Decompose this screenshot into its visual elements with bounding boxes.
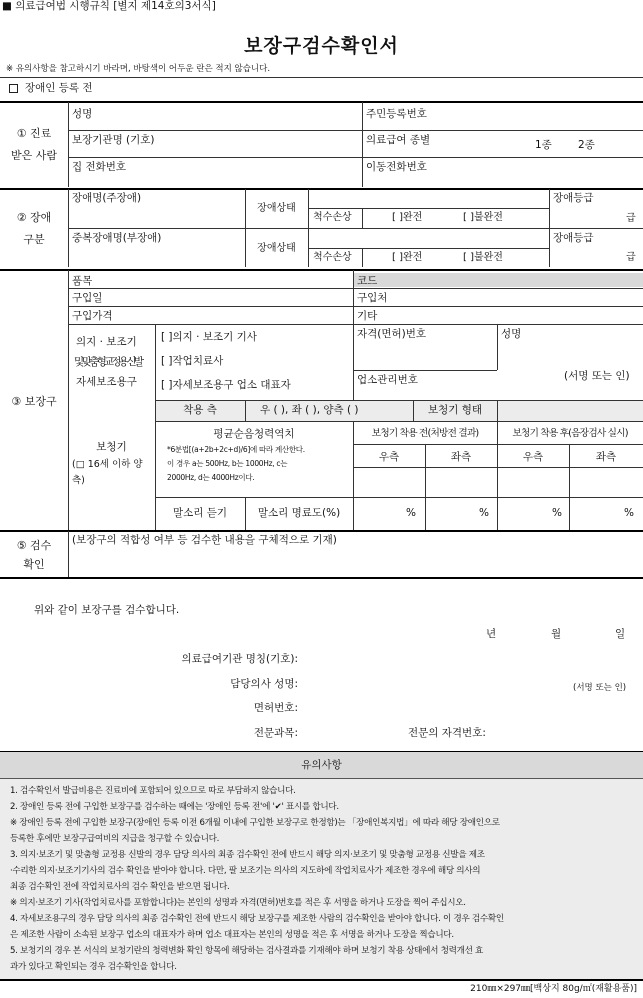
- code-shaded-cell: [353, 273, 643, 287]
- hearing-note-line1: (□ 16세 이하 양: [72, 459, 143, 470]
- note-line-3: ※ 장애인 등록 전에 구입한 보장구(장애인 등록 이전 6개월 이내에 구입한 보장구로 한정함)는 「장애인복지법」에 따라 해당 장애인으로: [10, 818, 500, 828]
- note-line-5: 3. 의지·보조기 및 맞춤형 교정용 신발의 경우 담당 의사의 최종 검수확인 전에 반드시 해당 의지·보조기 및 맞춤형 교정용 신발을 제조: [10, 850, 485, 860]
- percent-4: %: [624, 507, 634, 519]
- percent-1: %: [406, 507, 416, 519]
- complete-option-2[interactable]: [ ]완전: [392, 252, 423, 263]
- note-line-2: 2. 장애인 등록 전에 구입한 보장구를 검수하는 때에는 '장애인 등록 전'에 '✔' 표시를 합니다.: [10, 802, 339, 812]
- other-label: 기타: [357, 310, 378, 322]
- grade-label-2: 장애등급: [553, 232, 594, 244]
- patient-name-label: 성명: [72, 108, 93, 120]
- wearing-side-label: 착용 측: [183, 404, 217, 416]
- notes-box: [0, 778, 643, 979]
- law-reference: ■ 의료급여법 시행규칙 [별지 제14호의3서식]: [2, 0, 216, 12]
- item-label: 품목: [72, 275, 93, 287]
- sec5-label-line1: ⑤ 검수: [16, 539, 52, 552]
- before-right-label: 우측: [378, 451, 400, 463]
- inspection-content-hint: (보장구의 적합성 여부 등 검수한 내용을 구체적으로 기재): [72, 534, 337, 546]
- rrn-label: 주민등록번호: [366, 108, 427, 120]
- limb-loss-label-2: 척수손상: [313, 252, 352, 263]
- sub-disability-label: 중복장애명(부장애): [72, 232, 162, 244]
- after-label: 보청기 착용 후(음장검사 실시): [512, 428, 628, 439]
- maker-signature-label: (서명 또는 인): [564, 370, 630, 382]
- pta-note-line2: 이 경우 a는 500Hz, b는 1000Hz, c는: [167, 459, 288, 468]
- shop-rep-option[interactable]: [ ]자세보조용구 업소 대표자: [161, 379, 291, 391]
- doctor-name-label: 담당의사 성명:: [230, 678, 298, 690]
- paper-spec-footer: 210㎜×297㎜[백상지 80g/㎡(재활용품)]: [470, 984, 637, 994]
- benefit-type-label: 의료급여 종별: [366, 134, 431, 146]
- code-label: 코드: [357, 275, 378, 287]
- category-line3: 자세보조용구: [76, 376, 137, 388]
- benefit-type-2[interactable]: 2종: [578, 139, 595, 151]
- grade-unit-1: 급: [626, 213, 636, 224]
- price-label: 구입가격: [72, 310, 113, 322]
- state-label-2: 장애상태: [257, 243, 296, 254]
- main-disability-label: 장애명(주장애): [72, 192, 142, 204]
- pre-registration-label: 장애인 등록 전: [25, 82, 93, 94]
- before-left-label: 좌측: [450, 451, 472, 463]
- before-label: 보청기 착용 전(처방전 결과): [371, 428, 479, 439]
- category-line1: 의지 · 보조기: [76, 336, 137, 348]
- specialist-number-label: 전문의 자격번호:: [408, 727, 486, 739]
- home-phone-label: 집 전화번호: [72, 161, 127, 173]
- technician-option[interactable]: [ ]의지 · 보조기 기사: [161, 331, 257, 343]
- pta-label: 평균순음청력역치: [213, 428, 295, 440]
- note-line-9: 4. 자세보조용구의 경우 담당 의사의 최종 검수확인 전에 반드시 해당 보장구를 제조한 사람의 검수확인을 받아야 합니다. 이 경우 검수확인: [10, 914, 504, 924]
- pre-registration-checkbox[interactable]: [9, 84, 18, 93]
- instruction-note: ※ 유의사항을 참고하시기 바라며, 바탕색이 어두운 란은 적지 않습니다.: [6, 64, 271, 74]
- state-label-1: 장애상태: [257, 203, 296, 214]
- confirm-statement: 위와 같이 보장구를 검수합니다.: [34, 604, 180, 616]
- doctor-signature-label: (서명 또는 인): [573, 683, 627, 693]
- pta-note-line3: 2000Hz, d는 4000Hz이다.: [167, 473, 255, 482]
- sec2-label-line2: 구분: [23, 233, 45, 246]
- specialty-label: 전문과목:: [253, 727, 298, 739]
- benefit-type-1[interactable]: 1종: [535, 139, 552, 151]
- complete-option-1[interactable]: [ ]완전: [392, 212, 423, 223]
- hearing-aid-label: 보청기: [96, 441, 127, 453]
- percent-3: %: [552, 507, 562, 519]
- wearing-side-options[interactable]: 우 ( ), 좌 ( ), 양측 ( ): [260, 404, 359, 416]
- institution-label: 보장기관명 (기호): [72, 134, 155, 146]
- speech-hearing-label: 말소리 듣기: [172, 507, 228, 519]
- limb-loss-label-1: 척수손상: [313, 212, 352, 223]
- purchase-date-label: 구입일: [72, 292, 103, 304]
- after-right-label: 우측: [522, 451, 544, 463]
- incomplete-option-2[interactable]: [ ]불완전: [463, 252, 503, 263]
- hearing-note-line2: 측): [72, 475, 85, 486]
- maker-name-label: 성명: [501, 328, 522, 340]
- percent-2: %: [479, 507, 489, 519]
- note-line-11: 5. 보청기의 경우 본 서식의 보청기란의 청력변화 확인 항목에 해당하는 검사결과를 기재해야 하며 보청기 착용 상태에서 청력개선 효: [10, 946, 484, 956]
- sec2-label-line1: ② 장애: [16, 211, 52, 224]
- sec3-label: ③ 보장구: [11, 395, 57, 408]
- speech-clarity-label: 말소리 명료도(%): [257, 507, 341, 519]
- mobile-phone-label: 이동전화번호: [366, 161, 427, 173]
- purchase-place-label: 구입처: [357, 292, 388, 304]
- sec1-label-line1: ① 진료: [16, 127, 52, 140]
- license-label: 자격(면허)번호: [357, 328, 427, 340]
- note-line-8: ※ 의지·보조기 기사(작업치료사를 포함합니다)는 본인의 성명과 자격(면허)번호를 적은 후 서명을 하거나 도장을 찍어 주십시오.: [10, 898, 466, 908]
- category-line2: 및 맞춤형교정용 신발: [74, 356, 142, 368]
- page-title: 보장구검수확인서: [244, 35, 399, 57]
- grade-label-1: 장애등급: [553, 192, 594, 204]
- note-line-7: 최종 검수확인 전에 작업치료사의 검수 확인을 받으면 됩니다.: [10, 882, 230, 892]
- note-line-12: 과가 있다고 확인되는 경우 검수확인을 합니다.: [10, 962, 177, 972]
- after-left-label: 좌측: [595, 451, 617, 463]
- sec1-label-line2: 받은 사람: [10, 149, 57, 162]
- incomplete-option-1[interactable]: [ ]불완전: [463, 212, 503, 223]
- note-line-6: ·수리한 의지·보조기기사의 검수 확인을 받아야 합니다. 다만, 팔 보조기는 의사의 지도하에 작업치료사가 제조한 경우에 해당 의사의: [10, 866, 481, 876]
- note-line-1: 1. 검수확인서 발급비용은 진료비에 포함되어 있으므로 따로 부담하지 않습니다.: [10, 786, 296, 796]
- note-line-10: 은 제조한 사람이 소속된 보장구 업소의 대표자가 하며 업소 대표자는 본인의 성명을 적은 후 서명을 하거나 도장을 찍습니다.: [10, 930, 454, 940]
- date-year: 년: [486, 628, 497, 640]
- license-number-label: 면허번호:: [253, 702, 298, 714]
- grade-unit-2: 급: [626, 252, 636, 263]
- date-day: 일: [615, 628, 626, 640]
- notes-title: 유의사항: [301, 759, 342, 771]
- aid-type-label: 보청기 형태: [427, 404, 483, 416]
- date-month: 월: [551, 628, 562, 640]
- shop-number-label: 업소관리번호: [357, 374, 418, 386]
- sec5-label-line2: 확인: [23, 558, 45, 571]
- note-line-4: 등록한 후에만 보장구급여비의 지급을 청구할 수 있습니다.: [10, 834, 220, 844]
- therapist-option[interactable]: [ ]작업치료사: [161, 355, 224, 367]
- institution-name-label: 의료급여기관 명칭(기호):: [181, 653, 298, 665]
- pta-note-line1: *6분법[(a+2b+2c+d)/6]에 따라 계산한다.: [167, 445, 305, 454]
